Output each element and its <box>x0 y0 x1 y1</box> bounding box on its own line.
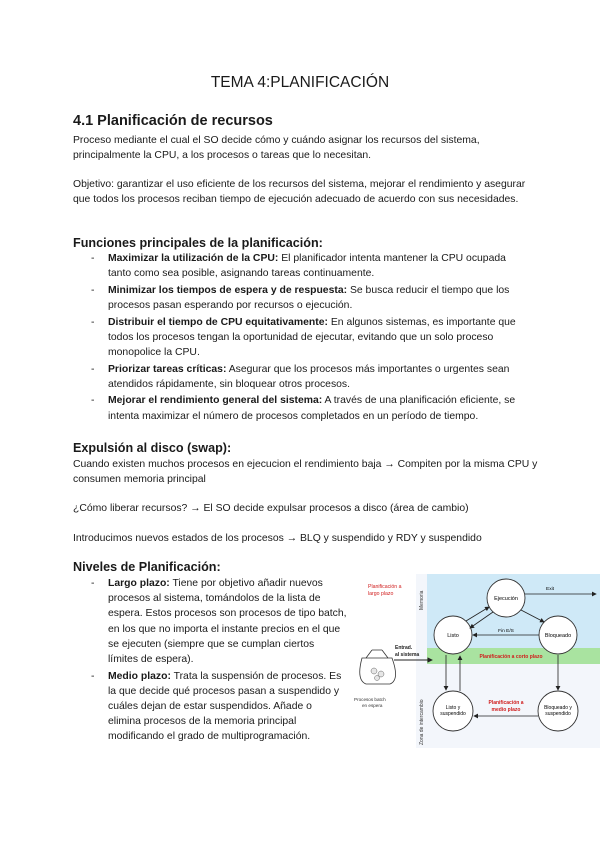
long-term-label-2: largo plazo <box>368 591 394 597</box>
functions-list <box>91 251 531 425</box>
exit-label: Exit <box>546 587 554 592</box>
state-ready-suspended-label-1: Listo y <box>445 705 461 711</box>
page-title: TEMA 4:PLANIFICACIÓN <box>210 74 390 91</box>
swap-heading: Expulsión al disco (swap): <box>73 441 232 455</box>
functions-heading: Funciones principales de la planificación: <box>73 236 323 250</box>
section-heading-resource-planning: 4.1 Planificación de recursos <box>73 113 273 129</box>
state-running-label: Ejecución <box>494 596 518 602</box>
state-ready-suspended-label-2: suspendido <box>440 711 466 717</box>
io-end-label: Fin E/S <box>498 629 514 634</box>
function-item: - Mejorar el rendimiento general del sistema: A través de una planificación eficiente, se intenta maximizar el número de procesos completados en un período de tiempo. <box>91 393 531 423</box>
batch-bag-icon <box>360 650 396 684</box>
level-item: - Medio plazo: Trata la suspensión de procesos. Es la que decide qué procesos pasan a suspendido y cuáles dejan de estar suspendidos. Añade o elimina procesos de la memoria principal modificando el grado de multiprogramación. <box>91 669 347 745</box>
levels-heading: Niveles de Planificación: <box>73 560 221 574</box>
function-item: - Maximizar la utilización de la CPU: El planificador intenta mantener la CPU ocupada tanto como sea posible, asignando tareas continuamente. <box>91 251 531 281</box>
process-states-diagram <box>346 570 600 748</box>
medium-term-label-2: medio plazo <box>491 707 521 713</box>
entry-label-2: al sistema <box>395 652 420 658</box>
function-item: - Priorizar tareas críticas: Asegurar que los procesos más importantes o urgentes sean atendidos rápidamente, sin bloquear otros procesos. <box>91 362 531 392</box>
function-item: - Minimizar los tiempos de espera y de respuesta: Se busca reducir el tiempo que los procesos pasan esperando por recursos o ejecución. <box>91 283 531 313</box>
function-item: - Distribuir el tiempo de CPU equitativamente: En algunos sistemas, es importante que todos los procesos tengan la oportunidad de ejecutar, evitando que un solo proceso monopolice la CPU. <box>91 315 531 361</box>
state-ready-label: Listo <box>447 633 459 639</box>
long-term-label-1: Planificación a <box>368 584 402 590</box>
entry-label-1: Entrad. <box>395 645 413 651</box>
batch-label-1: Procesos batch <box>354 697 386 702</box>
memory-label: Memoria <box>419 590 425 610</box>
level-item: - Largo plazo: Tiene por objetivo añadir nuevos procesos al sistema, tomándolos de la lista de espera. Estos procesos son procesos de tipo batch, en los que no importa el instante precios en el que se ejecuten (siempre que se cumplan ciertos límites de espera). <box>91 576 347 667</box>
swap-paragraph-2: ¿Cómo liberar recursos? → El SO decide expulsar procesos a disco (área de cambio) <box>73 503 469 514</box>
short-term-label: Planificación a corto plazo <box>479 654 543 660</box>
swap-paragraph-3: Introducimos nuevos estados de los procesos → BLQ y suspendido y RDY y suspendido <box>73 533 482 544</box>
levels-list <box>91 576 347 746</box>
state-blocked-suspended-label-1: Bloqueado y <box>544 705 572 711</box>
intro-paragraph: Proceso mediante el cual el SO decide cómo y cuándo asignar los recursos del sistema, principalmente la CPU, a los procesos o tareas que lo necesitan. <box>73 135 480 162</box>
objective-paragraph: Objetivo: garantizar el uso eficiente de los recursos del sistema, mejorar el rendimiento y asegurar que todos los procesos reciban tiempo de ejecución adecuado de acuerdo con sus necesidades. <box>73 179 526 206</box>
state-blocked-label: Bloqueado <box>544 633 572 639</box>
batch-label-2: en espera <box>362 703 383 708</box>
medium-term-label-1: Planificación a <box>488 700 524 706</box>
swap-zone-label: Zona de intercambio <box>419 699 425 745</box>
swap-paragraph-1: Cuando existen muchos procesos en ejecucion el rendimiento baja → Compiten por la misma CPU y consumen memoria principal <box>73 459 538 486</box>
state-blocked-suspended-label-2: suspendido <box>545 711 571 717</box>
